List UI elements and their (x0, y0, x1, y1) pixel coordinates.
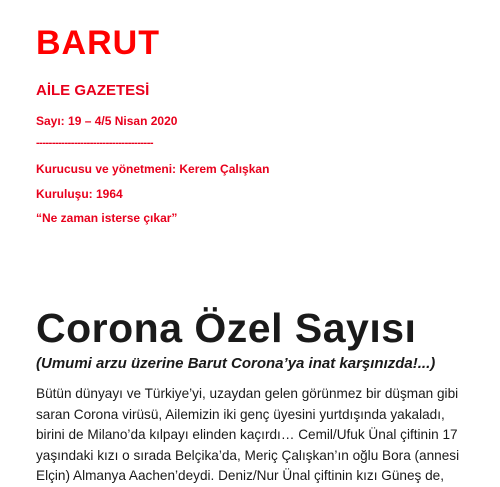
body-line: yaşındaki kızı o sırada Belçika’da, Meriç Çalışkan’ın oğlu Bora (annesi (36, 447, 460, 463)
body-line: saran Corona virüsü, Ailemizin iki genç üyesini yurtdışında yakaladı, (36, 406, 445, 422)
body-line: Bütün dünyayı ve Türkiye’yi, uzaydan gelen görünmez bir düşman gibi (36, 386, 459, 401)
founder-info: Kurucusu ve yönetmeni: Kerem Çalışkan (36, 162, 270, 176)
issue-info: Sayı: 19 – 4/5 Nisan 2020 (36, 114, 178, 128)
motto: “Ne zaman isterse çıkar” (36, 211, 178, 225)
divider-line: ------------------------------------- (36, 137, 154, 149)
newspaper-title: BARUT (36, 24, 160, 62)
article-heading: Corona Özel Sayısı (36, 305, 417, 351)
body-line: birini de Milano’da kılpayı elinden kaçırdı… Cemil/Ufuk Ünal çiftinin 17 (36, 427, 458, 442)
body-line: Elçin) Almanya Aachen’deydi. Deniz/Nur Ünal çiftinin kızı Güneş de, (36, 468, 445, 483)
article-tagline: (Umumi arzu üzerine Barut Corona’ya inat karşınızda!...) (36, 355, 436, 372)
founded-info: Kuruluşu: 1964 (36, 187, 123, 201)
article-body (36, 384, 476, 487)
newspaper-subtitle: AİLE GAZETESİ (36, 82, 150, 99)
